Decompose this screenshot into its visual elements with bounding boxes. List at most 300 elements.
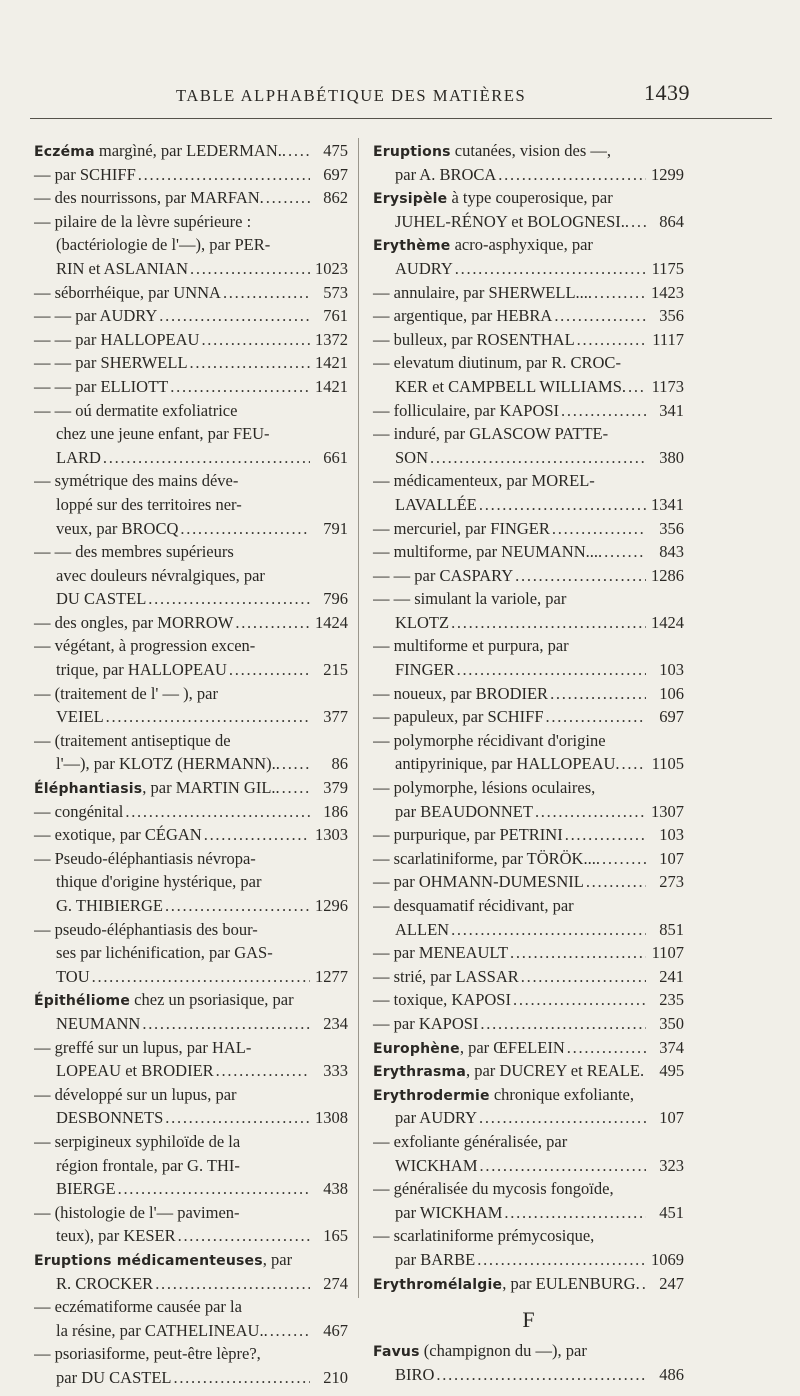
dot-leader: [106, 705, 310, 729]
entry-text: Erythrodermie chronique exfoliante,: [373, 1084, 635, 1104]
entry-text: — par MENEAULT: [373, 943, 509, 963]
index-entry: [34, 1295, 348, 1342]
entry-page-number: 761: [323, 306, 348, 326]
index-entry: [373, 941, 684, 965]
entry-text: — toxique, KAPOSI: [373, 990, 511, 1010]
entry-text: FINGER: [395, 660, 455, 680]
entry-text: BIERGE: [56, 1179, 116, 1199]
entry-text: — annulaire, par SHERWELL....: [373, 282, 593, 302]
index-entry: [373, 328, 684, 352]
index-entry: [373, 540, 684, 564]
index-entry: [373, 564, 684, 588]
entry-page-number: 1175: [651, 258, 684, 278]
entry-text: trique, par HALLOPEAU: [56, 660, 227, 680]
entry-text: — greffé sur un lupus, par HAL-: [34, 1037, 252, 1057]
index-entry: [373, 823, 684, 847]
index-entry: [373, 1036, 684, 1060]
entry-text: Eczéma margìné, par LEDERMAN..: [34, 141, 286, 160]
entry-page-number: 103: [659, 660, 684, 680]
entry-text: — — par CASPARY: [373, 565, 514, 585]
entry-page-number: 86: [331, 754, 348, 774]
entry-text: LARD: [56, 447, 101, 467]
dot-leader: [451, 611, 646, 635]
entry-page-number: 1069: [651, 1249, 684, 1269]
entry-text: Erythromélalgie, par EULENBURG.: [373, 1273, 640, 1293]
entry-text: — exotique, par CÉGAN: [34, 825, 202, 845]
entry-page-number: 356: [659, 306, 684, 326]
index-entry: [34, 304, 348, 328]
index-entry: [373, 870, 684, 894]
entry-page-number: 697: [323, 164, 348, 184]
entry-page-number: 1341: [651, 494, 684, 514]
entry-page-number: 1372: [315, 329, 348, 349]
index-entry: [34, 469, 348, 540]
index-entry: [373, 988, 684, 1012]
entry-page-number: 1277: [315, 966, 348, 986]
index-entry: [373, 1130, 684, 1177]
dot-leader: [602, 847, 646, 871]
entry-text: BIRO: [395, 1364, 435, 1384]
entry-page-number: 697: [659, 707, 684, 727]
entry-page-number: 356: [659, 518, 684, 538]
entry-text: DESBONNETS: [56, 1108, 164, 1128]
entry-text: — scarlatiniforme prémycosique,: [373, 1226, 595, 1246]
entry-text: TOU: [56, 966, 90, 986]
entry-page-number: 1421: [315, 353, 348, 373]
entry-text: — médicamenteux, par MOREL-: [373, 471, 595, 491]
index-entry: [373, 1083, 684, 1130]
entry-text: VEIEL: [56, 707, 104, 727]
index-entry: [373, 304, 684, 328]
dot-leader: [567, 1036, 646, 1060]
entry-text: Eruptions cutanées, vision des —,: [373, 141, 612, 160]
entry-page-number: 350: [659, 1013, 684, 1033]
index-headword: Eruptions médicamenteuses: [34, 1252, 263, 1269]
entry-text: — scarlatiniforme, par TÖRÖK....: [373, 848, 600, 868]
entry-page-number: 107: [659, 1108, 684, 1128]
entry-page-number: 486: [659, 1364, 684, 1384]
dot-leader: [204, 823, 310, 847]
entry-text: — — par AUDRY: [34, 306, 158, 326]
entry-page-number: 862: [323, 188, 348, 208]
index-entry: [373, 1012, 684, 1036]
entry-text: par BEAUDONNET: [395, 801, 533, 821]
dot-leader: [216, 1059, 310, 1083]
entry-text: KLOTZ: [395, 612, 450, 632]
entry-page-number: 247: [659, 1273, 684, 1293]
entry-text: — séborrhéique, par UNNA: [34, 282, 221, 302]
dot-leader: [479, 493, 646, 517]
index-headword: Favus: [373, 1344, 420, 1361]
entry-text: — des nourrissons, par MARFAN.: [34, 188, 264, 208]
index-entry: [34, 351, 348, 375]
entry-text: AUDRY: [395, 258, 453, 278]
entry-text: G. THIBIERGE: [56, 896, 163, 915]
index-entry: [34, 163, 348, 187]
entry-text: — eczématiforme causée par la: [34, 1297, 242, 1317]
entry-text: — purpurique, par PETRINI: [373, 825, 563, 845]
index-entry: [34, 800, 348, 824]
index-headword: Erysipèle: [373, 191, 448, 208]
index-entry: [373, 847, 684, 871]
entry-text: — — oú dermatite exfoliatrice: [34, 400, 238, 420]
entry-text: — strié, par LASSAR: [373, 966, 519, 986]
entry-page-number: 1424: [651, 612, 684, 632]
dot-leader: [552, 517, 646, 541]
entry-text: avec douleurs névralgiques, par: [56, 565, 265, 585]
index-entry: [373, 399, 684, 423]
dot-leader: [504, 1201, 646, 1225]
dot-leader: [288, 139, 310, 163]
entry-text: Erysipèle à type couperosique, par: [373, 188, 613, 208]
index-headword: Eczéma: [34, 144, 95, 160]
entry-page-number: 323: [659, 1155, 684, 1175]
entry-text: par BARBE: [395, 1249, 476, 1269]
entry-page-number: 215: [323, 660, 348, 680]
dot-leader: [498, 163, 646, 187]
index-headword: Épithéliome: [34, 993, 131, 1010]
entry-text: — par SCHIFF: [34, 164, 136, 184]
entry-text: — bulleux, par ROSENTHAL: [373, 329, 575, 349]
entry-page-number: 796: [323, 589, 348, 609]
index-entry: [34, 540, 348, 611]
entry-text: — multiforme et purpura, par: [373, 636, 569, 656]
page-number: 1439: [644, 80, 690, 105]
index-entry: [34, 399, 348, 470]
entry-page-number: 851: [659, 919, 684, 939]
index-headword: Éléphantiasis: [34, 781, 143, 798]
index-entry: [34, 823, 348, 847]
dot-leader: [436, 1363, 646, 1387]
column-divider: [358, 138, 359, 1298]
dot-leader: [270, 1319, 310, 1343]
dot-leader: [142, 1012, 310, 1036]
index-entry: [34, 918, 348, 989]
entry-text: DU CASTEL: [56, 589, 147, 609]
index-entry: [373, 729, 684, 776]
entry-text: ALLEN: [395, 919, 450, 939]
entry-page-number: 467: [323, 1320, 348, 1340]
entry-text: — desquamatif récidivant, par: [373, 896, 574, 915]
entry-text: Eruptions médicamenteuses, par: [34, 1249, 293, 1269]
index-entry: [373, 186, 684, 233]
dot-leader: [479, 1106, 646, 1130]
entry-page-number: 210: [323, 1367, 348, 1387]
entry-page-number: 451: [659, 1202, 684, 1222]
entry-text: — argentique, par HEBRA: [373, 306, 553, 326]
dot-leader: [622, 752, 646, 776]
entry-text: — — des membres supérieurs: [34, 542, 234, 562]
entry-text: JUHEL-RÉNOY et BOLOGNESI..: [395, 211, 630, 231]
index-entry: [34, 611, 348, 635]
entry-text: — — par SHERWELL: [34, 353, 188, 373]
dot-leader: [628, 375, 646, 399]
dot-leader: [586, 870, 646, 894]
index-entry: [34, 634, 348, 681]
index-entry: [373, 1339, 684, 1386]
entry-text: — noueux, par BRODIER: [373, 683, 549, 703]
entry-text: région frontale, par G. THI-: [56, 1155, 240, 1175]
index-entry: [373, 894, 684, 941]
index-entry: [373, 139, 684, 186]
index-entry: [34, 1342, 348, 1389]
dot-leader: [148, 587, 310, 611]
entry-page-number: 1296: [315, 896, 348, 915]
entry-text: par DU CASTEL: [56, 1367, 172, 1387]
entry-text: (bactériologie de l'—), par PER-: [56, 235, 271, 255]
dot-leader: [165, 1106, 310, 1130]
entry-page-number: 573: [323, 282, 348, 302]
entry-text: — (traitement de l' — ), par: [34, 683, 218, 703]
dot-leader: [170, 375, 310, 399]
entry-text: Erythème acro-asphyxique, par: [373, 235, 593, 255]
entry-page-number: 1286: [651, 565, 684, 585]
entry-text: — induré, par GLASCOW PATTE-: [373, 424, 609, 444]
entry-text: — — par HALLOPEAU: [34, 329, 200, 349]
entry-page-number: 165: [323, 1226, 348, 1246]
entry-text: la résine, par CATHELINEAU..: [56, 1320, 268, 1340]
entry-text: R. CROCKER: [56, 1273, 154, 1293]
entry-text: teux), par KESER: [56, 1226, 176, 1246]
dot-leader: [282, 776, 310, 800]
index-entry: [34, 682, 348, 729]
entry-text: ses par lichénification, par GAS-: [56, 943, 273, 963]
dot-leader: [480, 1154, 647, 1178]
dot-leader: [229, 658, 310, 682]
entry-page-number: 438: [323, 1179, 348, 1199]
entry-text: antipyrinique, par HALLOPEAU.: [395, 754, 620, 774]
entry-text: par A. BROCA: [395, 164, 497, 184]
entry-text: — des ongles, par MORROW: [34, 612, 234, 632]
entry-text: — développé sur un lupus, par: [34, 1084, 237, 1104]
running-title: TABLE ALPHABÉTIQUE DES MATIÈRES: [176, 86, 527, 105]
dot-leader: [266, 186, 310, 210]
entry-text: WICKHAM: [395, 1155, 478, 1175]
entry-page-number: 475: [323, 141, 348, 160]
entry-text: — pilaire de la lèvre supérieure :: [34, 211, 252, 231]
dot-leader: [521, 965, 646, 989]
entry-page-number: 495: [659, 1061, 685, 1081]
entry-text: KER et CAMPBELL WILLIAMS.: [395, 376, 626, 396]
index-entry: [373, 634, 684, 681]
entry-page-number: 106: [659, 683, 684, 703]
index-headword: Europhène: [373, 1040, 460, 1057]
header-rule: [30, 118, 772, 119]
entry-page-number: 791: [323, 518, 348, 538]
entry-page-number: 235: [659, 990, 684, 1010]
entry-text: Épithéliome chez un psoriasique, par: [34, 990, 294, 1010]
index-entry: [373, 351, 684, 398]
dot-leader: [235, 611, 310, 635]
entry-text: — elevatum diutinum, par R. CROC-: [373, 353, 621, 373]
index-entry: [34, 1248, 348, 1295]
entry-text: loppé sur des territoires ner-: [56, 494, 242, 514]
index-entry: [373, 1177, 684, 1224]
dot-leader: [594, 281, 646, 305]
index-headword: Eruptions: [373, 144, 451, 160]
entry-text: — Pseudo-éléphantiasis névropa-: [34, 848, 256, 868]
dot-leader: [223, 281, 310, 305]
entry-page-number: 186: [323, 801, 348, 821]
entry-text: — serpigineux syphiloïde de la: [34, 1131, 241, 1151]
index-entry: [34, 1201, 348, 1248]
index-entry: [373, 682, 684, 706]
entry-page-number: 380: [659, 447, 684, 467]
index-entry: [373, 517, 684, 541]
entry-page-number: 274: [323, 1273, 348, 1293]
entry-text: — — par ELLIOTT: [34, 376, 169, 396]
entry-page-number: 107: [659, 848, 684, 868]
index-entry: [373, 233, 684, 280]
entry-text: l'—), par KLOTZ (HERMANN)..: [56, 754, 280, 774]
index-entry: [34, 186, 348, 210]
dot-leader: [604, 540, 646, 564]
entry-text: — par OHMANN-DUMESNIL: [373, 872, 584, 892]
entry-page-number: 1023: [315, 258, 348, 278]
index-entry: [34, 847, 348, 918]
dot-leader: [554, 304, 646, 328]
entry-text: — congénital: [34, 801, 124, 821]
entry-page-number: 843: [659, 542, 684, 562]
entry-page-number: 103: [659, 825, 684, 845]
index-entry: [373, 281, 684, 305]
index-entry: [373, 776, 684, 823]
index-entry: [34, 281, 348, 305]
entry-text: — végétant, à progression excen-: [34, 636, 256, 656]
entry-text: — papuleux, par SCHIFF: [373, 707, 544, 727]
index-entry: [34, 776, 348, 800]
index-entry: [373, 1059, 684, 1083]
entry-text: thique d'origine hystérique, par: [56, 872, 262, 892]
dot-leader: [451, 918, 646, 942]
entry-page-number: 1307: [651, 801, 684, 821]
index-entry: [34, 210, 348, 281]
dot-leader: [546, 705, 647, 729]
entry-text: chez une jeune enfant, par FEU-: [56, 424, 270, 444]
entry-page-number: 333: [323, 1061, 348, 1081]
dot-leader: [642, 1272, 646, 1296]
entry-page-number: 234: [323, 1013, 348, 1033]
index-entry: [34, 139, 348, 163]
index-headword: Erythromélalgie: [373, 1276, 503, 1293]
entry-text: Europhène, par ŒFELEIN: [373, 1037, 565, 1057]
dot-leader: [118, 1177, 310, 1201]
dot-leader: [178, 1224, 310, 1248]
entry-text: — mercuriel, par FINGER: [373, 518, 550, 538]
dot-leader: [138, 163, 310, 187]
index-entry: [34, 988, 348, 1035]
entry-page-number: 1424: [315, 612, 348, 632]
entry-text: — — simulant la variole, par: [373, 589, 567, 609]
entry-text: — psoriasiforme, peut-être lèpre?,: [34, 1344, 261, 1364]
dot-leader: [92, 965, 310, 989]
dot-leader: [430, 446, 646, 470]
index-headword: Erythème: [373, 238, 451, 255]
index-entry: [34, 729, 348, 776]
entry-text: LAVALLÉE: [395, 494, 477, 514]
entry-page-number: 1308: [315, 1108, 348, 1128]
entry-text: par WICKHAM: [395, 1202, 503, 1222]
index-entry: [373, 965, 684, 989]
entry-page-number: 1107: [651, 943, 684, 963]
dot-leader: [577, 328, 646, 352]
page-header: [0, 78, 800, 108]
entry-text: — folliculaire, par KAPOSI: [373, 400, 560, 420]
index-entry: [373, 1224, 684, 1271]
dot-leader: [103, 446, 310, 470]
entry-text: — par KAPOSI: [373, 1013, 479, 1033]
entry-page-number: 1421: [315, 376, 348, 396]
dot-leader: [561, 399, 646, 423]
entry-page-number: 341: [659, 400, 684, 420]
entry-text: Erythrasma, par DUCREY et REALE.: [373, 1061, 645, 1081]
entry-text: LOPEAU et BRODIER: [56, 1061, 214, 1081]
entry-page-number: 1117: [652, 329, 684, 349]
index-entry: [34, 328, 348, 352]
entry-text: — polymorphe récidivant d'origine: [373, 730, 606, 750]
index-entry: [373, 705, 684, 729]
index-entry: [373, 1272, 684, 1296]
entry-page-number: 379: [323, 778, 348, 798]
entry-text: veux, par BROCQ: [56, 518, 179, 538]
entry-text: Favus (champignon du —), par: [373, 1341, 587, 1361]
dot-leader: [457, 658, 646, 682]
entry-page-number: 377: [323, 707, 348, 727]
dot-leader: [201, 328, 310, 352]
entry-page-number: 1105: [651, 754, 684, 774]
dot-leader: [513, 988, 646, 1012]
dot-leader: [477, 1248, 646, 1272]
entry-text: — généralisée du mycosis fongoïde,: [373, 1179, 614, 1199]
dot-leader: [190, 257, 310, 281]
dot-leader: [565, 823, 646, 847]
entry-text: — pseudo-éléphantiasis des bour-: [34, 919, 258, 939]
index-entry: [373, 469, 684, 516]
index-headword: Erythrasma: [373, 1064, 466, 1081]
entry-text: — polymorphe, lésions oculaires,: [373, 778, 596, 798]
entry-text: par AUDRY: [395, 1108, 478, 1128]
entry-page-number: 864: [659, 211, 684, 231]
entry-page-number: 1299: [651, 164, 684, 184]
index-entry: [34, 1083, 348, 1130]
entry-text: — (traitement antiseptique de: [34, 730, 231, 750]
index-entry: [34, 375, 348, 399]
entry-text: SON: [395, 447, 429, 467]
dot-leader: [480, 1012, 646, 1036]
entry-page-number: 374: [659, 1037, 684, 1057]
dot-leader: [190, 351, 310, 375]
dot-leader: [159, 304, 310, 328]
entry-page-number: 661: [323, 447, 348, 467]
index-headword: Erythrodermie: [373, 1087, 490, 1104]
dot-leader: [165, 894, 310, 918]
entry-text: NEUMANN: [56, 1013, 141, 1033]
index-entry: [373, 422, 684, 469]
index-entry: [373, 587, 684, 634]
section-letter: F: [522, 1307, 535, 1333]
dot-leader: [155, 1272, 310, 1296]
dot-leader: [455, 257, 646, 281]
entry-text: — multiforme, par NEUMANN....: [373, 542, 603, 562]
dot-leader: [125, 800, 310, 824]
entry-text: RIN et ASLANIAN: [56, 258, 188, 278]
entry-text: — symétrique des mains déve-: [34, 471, 239, 491]
entry-text: — exfoliante généralisée, par: [373, 1131, 568, 1151]
dot-leader: [173, 1366, 310, 1390]
entry-page-number: 1173: [651, 376, 684, 396]
entry-page-number: 1303: [315, 825, 348, 845]
entry-page-number: 1423: [651, 282, 684, 302]
